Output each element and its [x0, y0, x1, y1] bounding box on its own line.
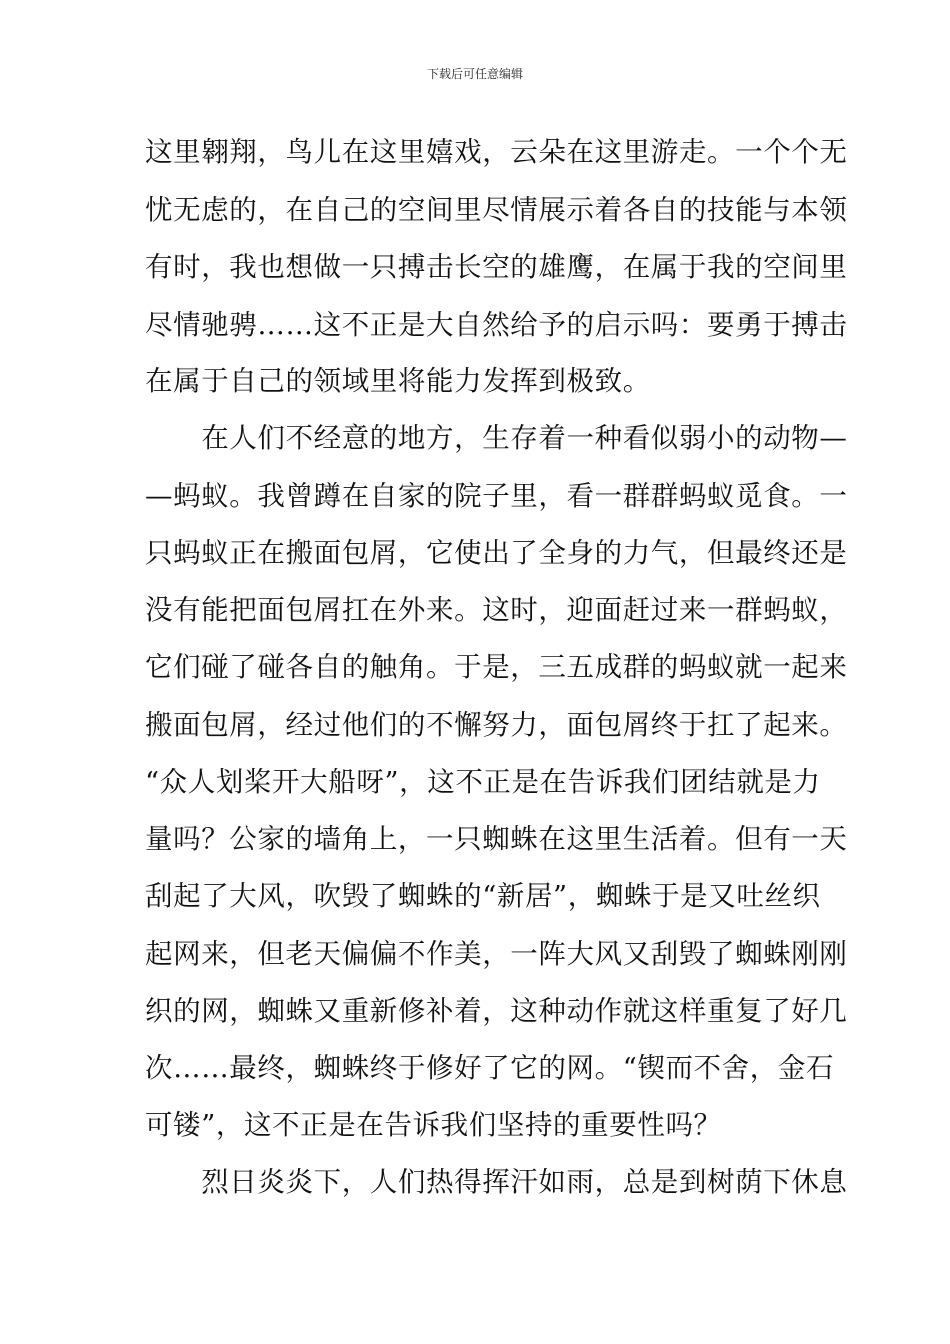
text-line: 它们碰了碰各自的触角。于是，三五成群的蚂蚁就一起来 [145, 651, 848, 683]
text-line: 刮起了大风，吹毁了蜘蛛的“新居”，蜘蛛于是又吐丝织 [145, 880, 821, 912]
page-header: 下载后可任意编辑 [426, 67, 523, 81]
text-line: 有时，我也想做一只搏击长空的雄鹰，在属于我的空间里 [145, 251, 848, 283]
text-line: 可镂”，这不正是在告诉我们坚持的重要性吗？ [145, 1109, 722, 1141]
text-line: —蚂蚁。我曾蹲在自家的院子里，看一群群蚂蚁觅食。一 [145, 480, 848, 512]
text-line: 织的网，蜘蛛又重新修补着，这种动作就这样重复了好几 [145, 995, 848, 1027]
text-line: 只蚂蚁正在搬面包屑，它使出了全身的力气，但最终还是 [145, 537, 848, 569]
text-line: 烈日炎炎下，人们热得挥汗如雨，总是到树荫下休息 [145, 1166, 848, 1198]
text-line: 起网来，但老天偏偏不作美，一阵大风又刮毁了蜘蛛刚刚 [145, 938, 848, 970]
text-line: 在人们不经意的地方，生存着一种看似弱小的动物— [145, 422, 848, 454]
text-line: 次……最终，蜘蛛终于修好了它的网。“锲而不舍，金石 [145, 1052, 835, 1084]
text-line: 没有能把面包屑扛在外来。这时，迎面赶过来一群蚂蚁， [145, 594, 848, 626]
text-line: 忧无虑的，在自己的空间里尽情展示着各自的技能与本领 [145, 194, 848, 226]
text-line: 在属于自己的领域里将能力发挥到极致。 [145, 365, 651, 397]
text-line: 量吗？公家的墙角上，一只蜘蛛在这里生活着。但有一天 [145, 823, 848, 855]
text-line: 尽情驰骋……这不正是大自然给予的启示吗：要勇于搏击 [145, 309, 848, 341]
text-line: 搬面包屑，经过他们的不懈努力，面包屑终于扛了起来。 [145, 709, 848, 741]
text-line: “众人划桨开大船呀”，这不正是在告诉我们团结就是力 [145, 766, 821, 798]
text-line: 这里翱翔，鸟儿在这里嬉戏，云朵在这里游走。一个个无 [145, 136, 848, 168]
